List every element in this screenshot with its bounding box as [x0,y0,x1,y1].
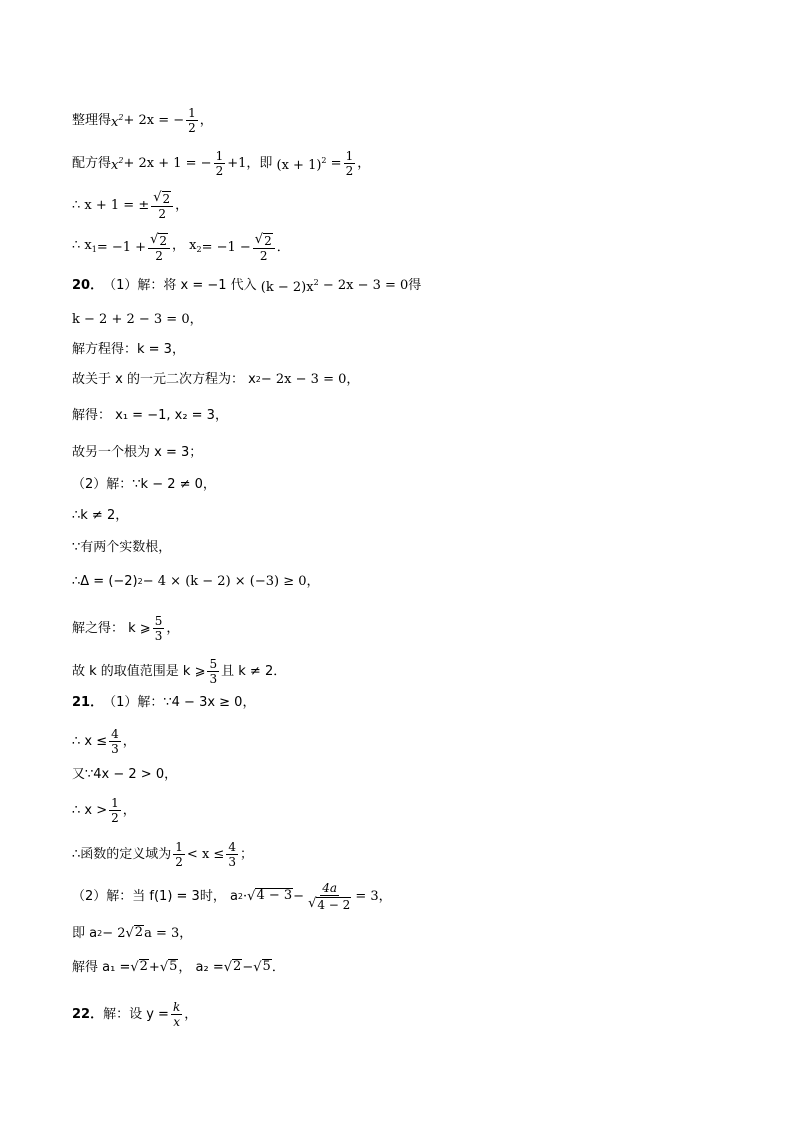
text: （2）解：当 f(1) = 3时， a [72,888,238,904]
line-9: 解得： x₁ = −1, x₂ = 3， [72,408,228,423]
math: $(x + 1)^2$ [276,156,327,173]
line-3 [72,190,188,221]
fraction: √ 2 2 [151,190,173,221]
math: ， $x_2$ [172,237,202,254]
text: ， [184,1006,198,1022]
text: 解得 a₁ = [72,960,131,975]
line-7: 解方程得：k = 3， [72,342,185,357]
sqrt: √ 4 − 3 [247,887,293,904]
math: = −1 − [201,239,251,255]
math: − 2x − 3 = 0， [260,372,360,387]
text: 且 k ≠ 2． [221,663,287,679]
text: ， [199,112,213,128]
text: （1）解：将 x = −1 代入 [103,277,257,293]
sqrt: √ 2 [125,925,144,941]
line-16 [72,657,286,686]
sqrt: √ 2 [223,959,242,975]
text: 解：设 y = [103,1006,169,1022]
sqrt: √ 2 [150,232,167,248]
line-18 [72,727,136,756]
fraction: $\frac{1}{2}$ [215,149,224,178]
math: = [330,155,342,171]
question-20 [72,274,421,297]
sqrt: √ 5 [253,959,271,975]
fraction: $\frac{1}{2}$ [111,796,119,825]
question-number: 21． [72,695,104,710]
text: ， [175,197,189,213]
line-10: 故另一个根为 x = 3； [72,445,203,460]
math: · [243,888,248,904]
text: ， [357,155,371,171]
math: − [242,960,254,975]
fraction: $\frac{1}{2}$ [188,106,196,135]
text: 配方得 [72,155,112,171]
fraction: 4a √ 4 − 2 [308,881,351,912]
text: ， a₂ = [178,960,224,975]
text: ∴函数的定义域为 [72,846,172,862]
math: $x^2$ [111,156,124,173]
math: − 2 [102,926,126,941]
math: + 2x + 1 = − [123,155,212,171]
math: = −1 + [96,239,147,255]
sqrt: √ 5 [159,959,178,975]
line-13: ∵有两个实数根， [72,540,172,555]
line-23: 即 a 2 − 2 √ 2 a = 3， [72,925,193,941]
text: ∴ x > [72,802,108,818]
line-4 [72,232,290,263]
text: （1）解：∵4 − 3x ≥ 0， [103,695,256,710]
question-22 [72,1000,197,1029]
line-11: （2）解：∵k − 2 ≠ 0， [72,477,216,492]
question-number: 22． [72,1006,104,1022]
fraction: $\frac{4}{3}$ [228,840,236,869]
line-6: k − 2 + 2 − 3 = 0， [72,312,203,327]
sqrt: √ 4 − 2 [308,896,351,912]
text: ； [239,846,253,862]
math: = 3， [355,888,392,904]
text: ， [122,802,136,818]
fraction: $\frac{4}{3}$ [111,727,119,756]
math: + 2x = − [123,112,185,128]
math: − 4 × (k − 2) × (−3) ≥ 0， [142,574,320,589]
fraction: $\frac{1}{2}$ [175,840,183,869]
line-22: （2）解：当 f(1) = 3时， a 2 · √ 4 − 3 − 4a √ 4 − 2 = 3， [72,881,392,912]
text: ． [276,239,290,255]
text: ， [122,733,136,749]
line-19: 又∵4x − 2 > 0， [72,767,178,782]
line-20 [72,796,136,825]
text: 即 a [72,926,98,941]
question-21 [72,694,255,712]
math: − 2x − 3 = 0得 [322,277,422,293]
math: $(k - 2)x^2$ [260,278,319,295]
text: 故关于 x 的一元二次方程为： x [72,372,256,387]
line-1 [72,106,213,135]
sqrt: √ 2 [130,959,148,975]
sqrt: √ 2 [254,232,272,248]
text: ∴ x ≤ [72,733,108,749]
fraction: $\frac{5}{3}$ [209,657,218,686]
line-8: 故关于 x 的一元二次方程为： x 2 − 2x − 3 = 0， [72,372,360,387]
text: ． [271,960,285,975]
line-2 [72,149,370,178]
text: 故 k 的取值范围是 k ⩾ [72,663,206,679]
line-21 [72,840,253,869]
question-number: 20． [72,277,104,293]
text: 整理得 [72,112,112,128]
math: − [293,888,305,904]
fraction: $\frac{k}{x}$ [172,1000,181,1029]
math: a = 3， [144,926,193,941]
text: 解之得： k ⩾ [72,620,151,636]
text: ， [166,620,180,636]
fraction: $\frac{1}{2}$ [345,149,354,178]
math: ∴ x + 1 = ± [72,197,150,213]
text: ∴Δ = (−2) [72,574,138,589]
math: ∴ $x_1$ [72,237,97,254]
math: < x ≤ [186,846,225,862]
math: $x^2$ [111,113,124,130]
fraction: √ 2 2 [148,232,170,263]
line-15 [72,614,179,643]
line-14: ∴Δ = (−2) 2 − 4 × (k − 2) × (−3) ≥ 0， [72,574,320,589]
math: + [148,960,160,975]
math: +1，即 [227,155,273,171]
line-12: ∴k ≠ 2， [72,508,129,523]
line-24 [72,959,285,977]
fraction: √ 2 2 [253,232,275,263]
sqrt: √ 2 [153,190,171,206]
fraction: $\frac{5}{3}$ [154,614,163,643]
